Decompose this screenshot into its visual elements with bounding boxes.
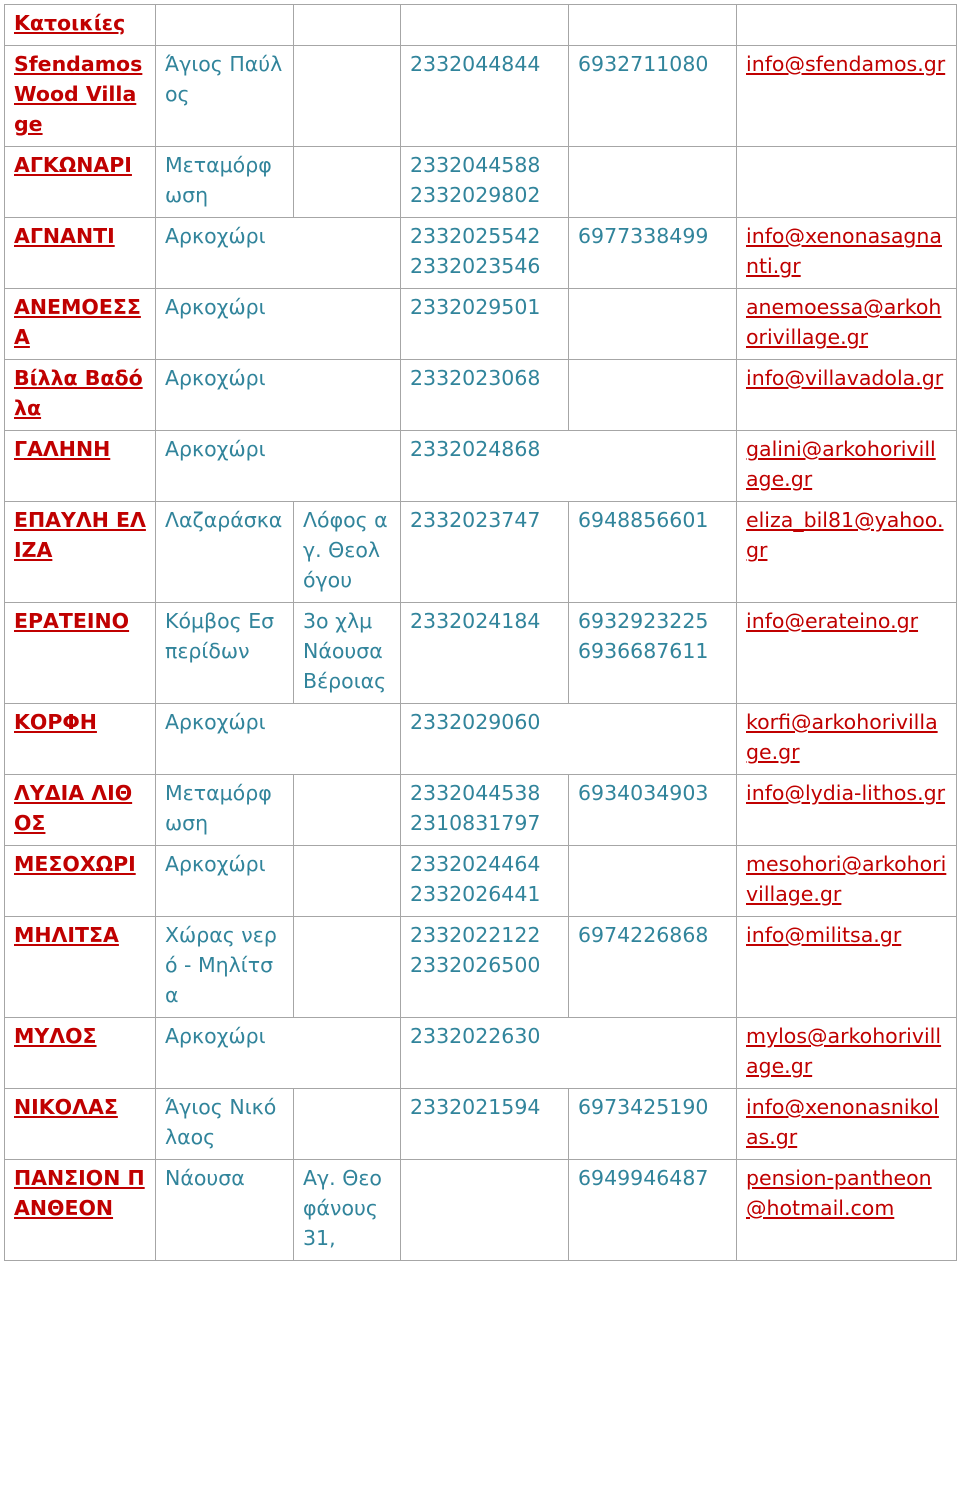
name-cell (5, 218, 156, 289)
table-row (5, 603, 957, 704)
location-text: Χώρας νερό - Μηλίτσα (165, 923, 277, 1007)
accommodation-name-link[interactable]: ΕΡΑΤΕΙΝΟ (14, 609, 130, 633)
phone-number: 2310831797 (410, 811, 541, 835)
phone-cell (401, 846, 569, 917)
email-cell (737, 917, 957, 1018)
name-cell (5, 846, 156, 917)
accommodation-name-link[interactable]: ΚΟΡΦΗ (14, 710, 97, 734)
phone-number: 2332044538 (410, 781, 541, 805)
accommodation-name-link[interactable]: Βίλλα Βαδόλα (14, 366, 143, 420)
location-text: Μεταμόρφωση (165, 153, 272, 207)
email-cell (737, 603, 957, 704)
phone-number: 2332024868 (410, 437, 541, 461)
mobile-cell (569, 917, 737, 1018)
mobile-number: 6932711080 (578, 52, 709, 76)
name-cell (5, 603, 156, 704)
location-text: Αρκοχώρι (165, 295, 266, 319)
location-cell (156, 502, 294, 603)
phone-cell (401, 775, 569, 846)
mobile-number: 6932923225 (578, 609, 709, 633)
mobile-cell (569, 218, 737, 289)
mobile-cell (569, 289, 737, 360)
address-text: Αγ. Θεοφάνους 31, (303, 1166, 382, 1250)
location-cell (156, 218, 401, 289)
phone-number: 2332026441 (410, 882, 541, 906)
email-cell (737, 289, 957, 360)
phone-number: 2332029501 (410, 295, 541, 319)
location-text: Κόμβος Εσπερίδων (165, 609, 275, 663)
location-text: Άγιος Παύλος (165, 52, 283, 106)
email-cell (737, 46, 957, 147)
location-cell (156, 147, 294, 218)
table-row (5, 1160, 957, 1261)
section-title-cell (5, 5, 156, 46)
phone-number: 2332044844 (410, 52, 541, 76)
accommodation-name-link[interactable]: ΠΑΝΣΙΟΝ ΠΑΝΘΕΟΝ (14, 1166, 145, 1220)
mobile-number: 6936687611 (578, 639, 709, 663)
table-row (5, 846, 957, 917)
email-link[interactable]: info@xenonasnikolas.gr (746, 1095, 939, 1149)
accommodation-name-link[interactable]: ΜΗΛΙΤΣΑ (14, 923, 119, 947)
phone-number: 2332021594 (410, 1095, 541, 1119)
email-cell (737, 775, 957, 846)
name-cell (5, 360, 156, 431)
mobile-cell (569, 775, 737, 846)
location-text: Άγιος Νικόλαος (165, 1095, 277, 1149)
address-text: Λόφος αγ. Θεολόγου (303, 508, 388, 592)
name-cell (5, 1018, 156, 1089)
accommodation-name-link[interactable]: Sfendamos Wood Village (14, 52, 143, 136)
location-text: Αρκοχώρι (165, 366, 266, 390)
email-link[interactable]: info@militsa.gr (746, 923, 902, 947)
accommodation-name-link[interactable]: ΛΥΔΙΑ ΛΙΘΟΣ (14, 781, 133, 835)
table-row (5, 502, 957, 603)
table-row (5, 218, 957, 289)
table-row (5, 1018, 957, 1089)
phone-cell (401, 1160, 569, 1261)
name-cell (5, 147, 156, 218)
email-cell (737, 846, 957, 917)
mobile-number: 6949946487 (578, 1166, 709, 1190)
email-link[interactable]: info@xenonasagnanti.gr (746, 224, 942, 278)
table-row (5, 289, 957, 360)
accommodation-name-link[interactable]: ΝΙΚΟΛΑΣ (14, 1095, 118, 1119)
name-cell (5, 46, 156, 147)
name-cell (5, 431, 156, 502)
email-link[interactable]: eliza_bil81@yahoo.gr (746, 508, 944, 562)
email-link[interactable]: info@erateino.gr (746, 609, 919, 633)
phone-number: 2332023747 (410, 508, 541, 532)
location-text: Αρκοχώρι (165, 852, 266, 876)
phone-cell (401, 704, 737, 775)
accommodation-name-link[interactable]: ΑΓΝΑΝΤΙ (14, 224, 115, 248)
accommodation-table (4, 4, 957, 1261)
phone-number: 2332023068 (410, 366, 541, 390)
name-cell (5, 704, 156, 775)
table-header-row (5, 5, 957, 46)
email-cell (737, 1089, 957, 1160)
email-cell (737, 147, 957, 218)
mobile-cell (569, 603, 737, 704)
phone-cell (401, 502, 569, 603)
mobile-number: 6934034903 (578, 781, 709, 805)
accommodation-name-link[interactable]: ΑΓΚΩΝΑΡΙ (14, 153, 132, 177)
phone-number: 2332022630 (410, 1024, 541, 1048)
table-row (5, 1089, 957, 1160)
location-cell (156, 1018, 401, 1089)
email-cell (737, 218, 957, 289)
section-title: Κατοικίες (14, 11, 126, 35)
table-row (5, 431, 957, 502)
table-row (5, 917, 957, 1018)
mobile-number: 6948856601 (578, 508, 709, 532)
email-cell (737, 1160, 957, 1261)
accommodation-name-link[interactable]: ΜΥΛΟΣ (14, 1024, 97, 1048)
location-text: Αρκοχώρι (165, 1024, 266, 1048)
location-text: Αρκοχώρι (165, 437, 266, 461)
table-row (5, 360, 957, 431)
phone-number: 2332044588 (410, 153, 541, 177)
location-text: Μεταμόρφωση (165, 781, 272, 835)
location-cell (156, 603, 294, 704)
phone-number: 2332023546 (410, 254, 541, 278)
mobile-cell (569, 147, 737, 218)
phone-cell (401, 1089, 569, 1160)
phone-number: 2332026500 (410, 953, 541, 977)
phone-number: 2332022122 (410, 923, 541, 947)
address-cell (294, 917, 401, 1018)
phone-cell (401, 431, 737, 502)
email-link[interactable]: info@villavadola.gr (746, 366, 944, 390)
name-cell (5, 775, 156, 846)
name-cell (5, 289, 156, 360)
location-cell (156, 775, 294, 846)
phone-cell (401, 46, 569, 147)
email-link[interactable]: korfi@arkohorivillage.gr (746, 710, 938, 764)
email-cell (737, 431, 957, 502)
phone-number: 2332029802 (410, 183, 541, 207)
location-cell (156, 704, 401, 775)
mobile-cell (569, 46, 737, 147)
name-cell (5, 1089, 156, 1160)
mobile-number: 6977338499 (578, 224, 709, 248)
phone-cell (401, 1018, 737, 1089)
address-cell (294, 502, 401, 603)
address-cell (294, 1160, 401, 1261)
address-cell (294, 46, 401, 147)
location-cell (156, 46, 294, 147)
phone-number: 2332024184 (410, 609, 541, 633)
name-cell (5, 917, 156, 1018)
phone-number: 2332029060 (410, 710, 541, 734)
mobile-cell (569, 502, 737, 603)
address-cell (294, 147, 401, 218)
phone-cell (401, 218, 569, 289)
address-cell (294, 603, 401, 704)
table-row (5, 147, 957, 218)
mobile-cell (569, 846, 737, 917)
email-link[interactable]: info@sfendamos.gr (746, 52, 946, 76)
table-row (5, 704, 957, 775)
email-link[interactable]: galini@arkohorivillage.gr (746, 437, 936, 491)
mobile-cell (569, 360, 737, 431)
address-text: 3ο χλμ Νάουσα Βέροιας (303, 609, 387, 693)
location-cell (156, 431, 401, 502)
accommodation-name-link[interactable]: ΑΝΕΜΟΕΣΣΑ (14, 295, 141, 349)
mobile-number: 6973425190 (578, 1095, 709, 1119)
accommodation-name-link[interactable]: ΓΑΛΗΝΗ (14, 437, 111, 461)
name-cell (5, 502, 156, 603)
accommodation-name-link[interactable]: ΕΠΑΥΛΗ ΕΛΙΖΑ (14, 508, 146, 562)
location-cell (156, 1160, 294, 1261)
address-cell (294, 1089, 401, 1160)
email-cell (737, 1018, 957, 1089)
location-text: Λαζαράσκα (165, 508, 283, 532)
phone-cell (401, 917, 569, 1018)
name-cell (5, 1160, 156, 1261)
location-cell (156, 917, 294, 1018)
phone-cell (401, 360, 569, 431)
email-link[interactable]: mylos@arkohorivillage.gr (746, 1024, 942, 1078)
location-text: Αρκοχώρι (165, 710, 266, 734)
location-cell (156, 1089, 294, 1160)
email-link[interactable]: mesohori@arkohorivillage.gr (746, 852, 947, 906)
email-link[interactable]: pension-pantheon@hotmail.com (746, 1166, 932, 1220)
mobile-number: 6974226868 (578, 923, 709, 947)
location-text: Αρκοχώρι (165, 224, 266, 248)
phone-cell (401, 603, 569, 704)
email-link[interactable]: info@lydia-lithos.gr (746, 781, 946, 805)
mobile-cell (569, 1160, 737, 1261)
phone-number: 2332025542 (410, 224, 541, 248)
email-cell (737, 502, 957, 603)
email-cell (737, 704, 957, 775)
address-cell (294, 775, 401, 846)
email-link[interactable]: anemoessa@arkohorivillage.gr (746, 295, 942, 349)
phone-number: 2332024464 (410, 852, 541, 876)
table-row (5, 46, 957, 147)
mobile-cell (569, 1089, 737, 1160)
email-cell (737, 360, 957, 431)
location-cell (156, 289, 401, 360)
location-cell (156, 846, 294, 917)
phone-cell (401, 289, 569, 360)
location-cell (156, 360, 401, 431)
table-row (5, 775, 957, 846)
location-text: Νάουσα (165, 1166, 245, 1190)
accommodation-name-link[interactable]: ΜΕΣΟΧΩΡΙ (14, 852, 136, 876)
phone-cell (401, 147, 569, 218)
address-cell (294, 846, 401, 917)
